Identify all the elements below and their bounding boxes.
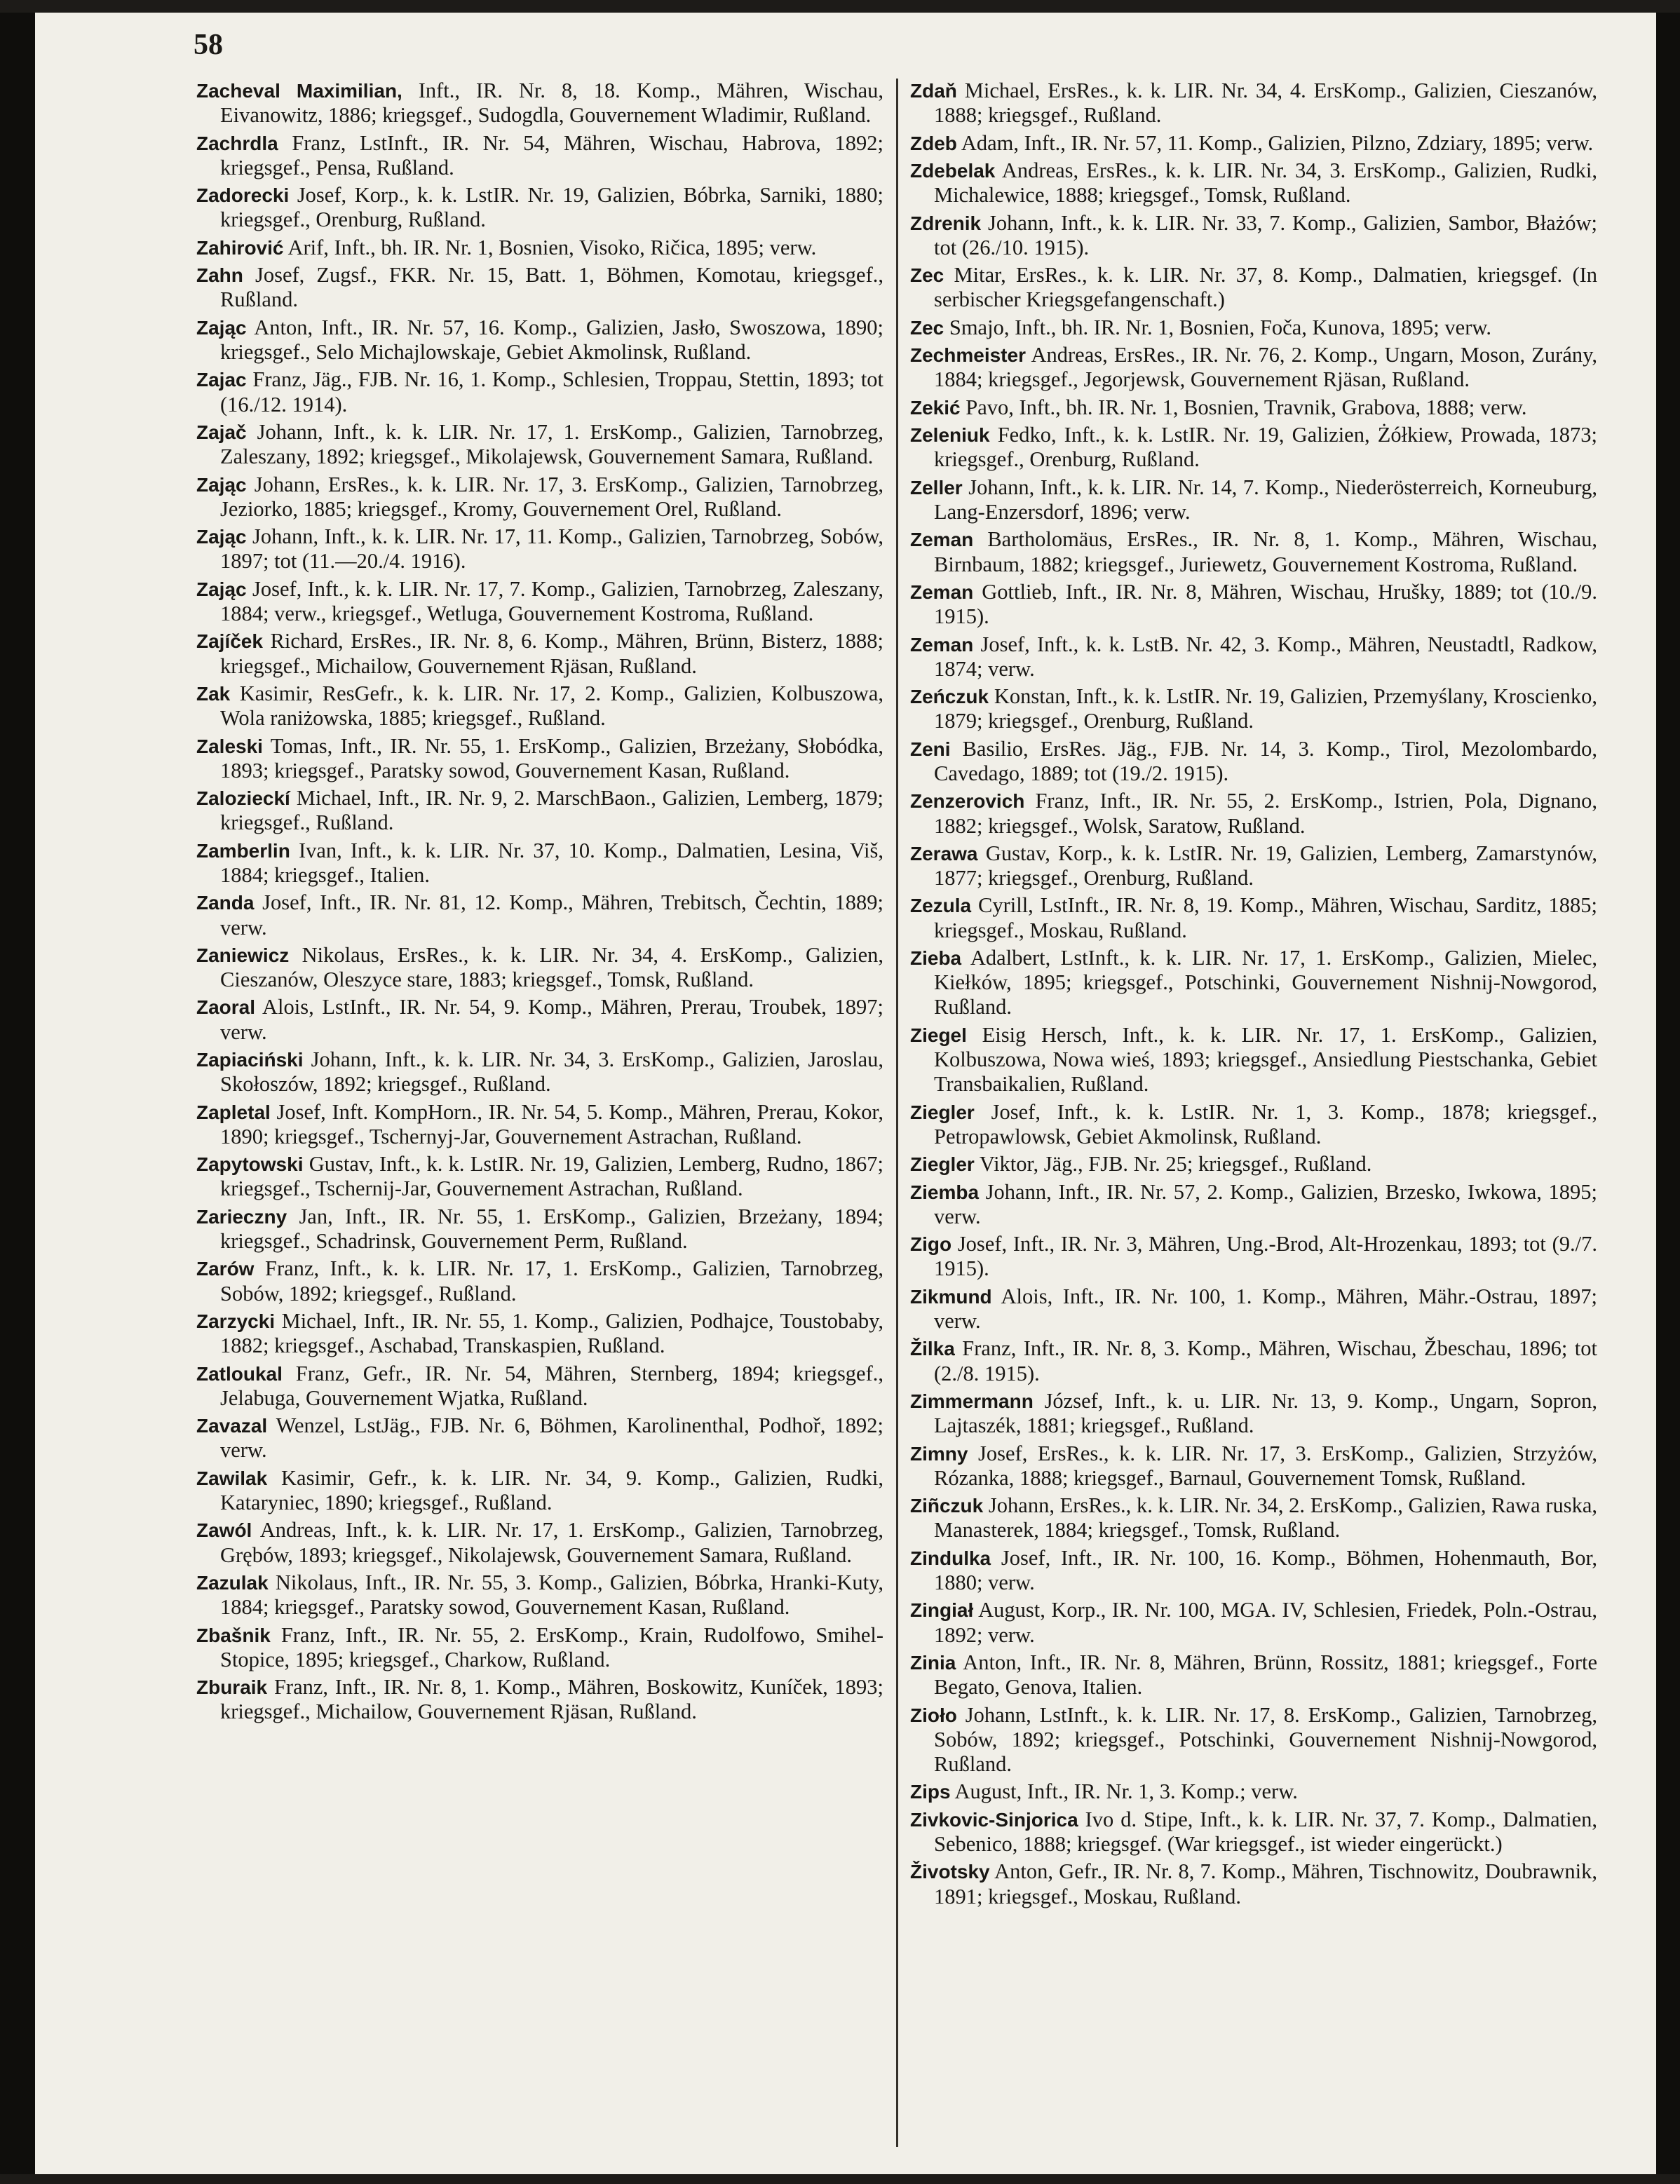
entry-surname: Zapletal — [196, 1101, 271, 1123]
entry-details: Adalbert, LstInft., k. k. LIR. Nr. 17, 1. ErsKomp., Galizien, Mielec, Kiełków, 1895; kriegsgef., Potschinki, Gouvernement Nishnij-Nowgorod, Rußland. — [934, 946, 1597, 1019]
list-entry — [910, 1232, 1597, 1281]
entry-details: Richard, ErsRes., IR. Nr. 8, 6. Komp., Mähren, Brünn, Bisterz, 1888; kriegsgef., Michailow, Gouvernement Rjäsan, Rußland. — [220, 629, 884, 678]
entry-surname: Zburaik — [196, 1676, 268, 1699]
entry-surname: Zahn — [196, 264, 243, 287]
entry-surname: Zaoral — [196, 996, 256, 1019]
list-entry — [910, 1180, 1597, 1229]
entry-surname: Zeman — [910, 633, 974, 656]
entry-surname: Zamberlin — [196, 839, 290, 862]
entry-surname: Zajíček — [196, 630, 263, 653]
list-entry — [196, 263, 883, 312]
entry-details: Anton, Inft., IR. Nr. 57, 16. Komp., Galizien, Jasło, Swoszowa, 1890; kriegsgef., Selo Michajlowskaje, Gebiet Akmolinsk, Rußland. — [220, 315, 883, 364]
list-entry — [910, 395, 1597, 420]
entry-surname: Zigo — [910, 1233, 952, 1256]
list-entry — [196, 367, 883, 416]
entry-details: József, Inft., k. u. LIR. Nr. 13, 9. Komp., Ungarn, Sopron, Lajtaszék, 1881; kriegsgef., Rußland. — [934, 1389, 1597, 1438]
list-entry — [196, 1362, 883, 1411]
entry-details: Johann, Inft., IR. Nr. 57, 2. Komp., Galizien, Brzesko, Iwkowa, 1895; verw. — [934, 1179, 1597, 1228]
list-entry — [910, 158, 1597, 208]
entry-details: Johann, Inft., k. k. LIR. Nr. 17, 11. Komp., Galizien, Tarnobrzeg, Sobów, 1897; tot (11.—20./4. 1916). — [220, 524, 884, 574]
list-entry — [196, 734, 883, 783]
entry-surname: Zieba — [910, 947, 962, 970]
entry-details: Andreas, Inft., k. k. LIR. Nr. 17, 1. ErsKomp., Galizien, Tarnobrzeg, Grębów, 1893; kriegsgef., Nikolajewsk, Gouvernement Samara, Rußland. — [220, 1518, 883, 1567]
entry-surname: Zawilak — [196, 1467, 268, 1489]
list-entry — [196, 681, 883, 731]
list-entry — [910, 1779, 1597, 1804]
list-entry — [196, 183, 883, 232]
entry-details: Johann, ErsRes., k. k. LIR. Nr. 34, 2. ErsKomp., Galizien, Rawa ruska, Manasterek, 1884; kriegsgef., Tomsk, Rußland. — [934, 1493, 1597, 1542]
entry-surname: Zioło — [910, 1704, 957, 1726]
entry-details: Nikolaus, ErsRes., k. k. LIR. Nr. 34, 4. ErsKomp., Galizien, Cieszanów, Oleszyce stare, 1883; kriegsgef., Tomsk, Rußland. — [220, 942, 883, 992]
entry-surname: Zinia — [910, 1652, 956, 1674]
entry-surname: Zalozieckí — [196, 787, 290, 810]
list-entry — [196, 1675, 883, 1724]
list-entry — [196, 1205, 883, 1254]
entry-details: Adam, Inft., IR. Nr. 57, 11. Komp., Galizien, Pilzno, Zdziary, 1895; verw. — [961, 130, 1594, 155]
entry-surname: Zeńczuk — [910, 686, 989, 708]
entry-surname: Ziemba — [910, 1181, 980, 1203]
list-entry — [196, 786, 883, 835]
entry-details: Josef, Inft., k. k. LstB. Nr. 42, 3. Komp., Mähren, Neustadtl, Radkow, 1874; verw. — [934, 632, 1597, 681]
entry-details: Smajo, Inft., bh. IR. Nr. 1, Bosnien, Foča, Kunova, 1895; verw. — [949, 315, 1492, 339]
list-entry — [910, 1493, 1597, 1542]
column-divider — [896, 79, 898, 2147]
entry-surname: Zavazal — [196, 1415, 268, 1437]
list-entry — [196, 236, 883, 260]
entry-details: Franz, Jäg., FJB. Nr. 16, 1. Komp., Schlesien, Troppau, Stettin, 1893; tot (16./12. 1914). — [220, 367, 884, 416]
entry-details: August, Inft., IR. Nr. 1, 3. Komp.; verw. — [954, 1779, 1298, 1804]
entry-surname: Zeman — [910, 581, 974, 603]
entry-details: Anton, Inft., IR. Nr. 8, Mähren, Brünn, Rossitz, 1881; kriegsgef., Forte Begato, Genova, Italien. — [934, 1650, 1597, 1700]
list-entry — [910, 263, 1597, 312]
entry-surname: Zdebelak — [910, 159, 996, 182]
list-entry — [910, 131, 1597, 156]
entry-surname: Zapiaciński — [196, 1049, 304, 1071]
entry-surname: Zikmund — [910, 1285, 992, 1308]
entry-details: Josef, Inft. KompHorn., IR. Nr. 54, 5. Komp., Mähren, Prerau, Kokor, 1890; kriegsgef., Tschernyj-Jar, Gouvernement Astrachan, Rußland. — [220, 1099, 884, 1148]
list-entry — [910, 684, 1597, 733]
entry-details: Johann, ErsRes., k. k. LIR. Nr. 17, 3. ErsKomp., Galizien, Tarnobrzeg, Jeziorko, 1885; kriegsgef., Kromy, Gouvernement Orel, Rußland. — [220, 472, 883, 521]
entry-details: Alois, Inft., IR. Nr. 100, 1. Komp., Mähren, Mähr.-Ostrau, 1897; verw. — [934, 1284, 1597, 1334]
entry-surname: Zeman — [910, 529, 974, 551]
list-entry — [910, 789, 1597, 838]
list-entry — [196, 839, 883, 888]
entry-details: Andreas, ErsRes., IR. Nr. 76, 2. Komp., Ungarn, Moson, Zurány, 1884; kriegsgef., Jegorjewsk, Gouvernement Rjäsan, Rußland. — [934, 343, 1597, 392]
entry-surname: Zips — [910, 1781, 951, 1803]
list-entry — [910, 1336, 1597, 1385]
entry-surname: Zec — [910, 316, 944, 339]
list-entry — [910, 1389, 1597, 1438]
entry-details: Franz, Inft., IR. Nr. 8, 3. Komp., Mähren, Wischau, Žbeschau, 1896; tot (2./8. 1915). — [934, 1336, 1597, 1385]
list-entry — [910, 737, 1597, 786]
entry-surname: Zindulka — [910, 1547, 991, 1569]
scan-border-left — [0, 0, 35, 2184]
list-entry — [196, 1518, 883, 1567]
entry-details: Michael, Inft., IR. Nr. 9, 2. MarschBaon., Galizien, Lemberg, 1879; kriegsgef., Rußland. — [220, 786, 884, 835]
page-number: 58 — [194, 29, 223, 61]
entry-details: Konstan, Inft., k. k. LstIR. Nr. 19, Galizien, Przemyślany, Kroscienko, 1879; kriegsgef., Orenburg, Rußland. — [934, 684, 1597, 733]
list-entry — [196, 1256, 883, 1305]
entry-surname: Zadorecki — [196, 184, 290, 207]
entry-surname: Zimmermann — [910, 1390, 1034, 1413]
list-entry — [910, 1284, 1597, 1334]
entry-surname: Ziegler — [910, 1101, 975, 1123]
list-entry — [910, 893, 1597, 942]
entry-details: Mitar, ErsRes., k. k. LIR. Nr. 37, 8. Komp., Dalmatien, kriegsgef. (In serbischer Kriegsgefangenschaft.) — [934, 263, 1598, 312]
list-entry — [196, 1466, 883, 1515]
entry-surname: Zachrdla — [196, 132, 278, 154]
entry-details: Fedko, Inft., k. k. LstIR. Nr. 19, Galizien, Żółkiew, Prowada, 1873; kriegsgef., Orenburg, Rußland. — [934, 423, 1597, 472]
list-entry — [910, 1152, 1597, 1176]
entry-details: Basilio, ErsRes. Jäg., FJB. Nr. 14, 3. Komp., Tirol, Mezolombardo, Cavedago, 1889; tot (19./2. 1915). — [934, 736, 1598, 785]
list-entry — [196, 420, 883, 469]
entry-surname: Zenzerovich — [910, 790, 1025, 813]
entry-details: Josef, Zugsf., FKR. Nr. 15, Batt. 1, Böhmen, Komotau, kriegsgef., Rußland. — [220, 263, 883, 312]
entry-surname: Životsky — [910, 1861, 990, 1883]
list-entry — [910, 1650, 1597, 1700]
entry-surname: Zapytowski — [196, 1153, 304, 1176]
entry-details: Josef, Inft., IR. Nr. 3, Mähren, Ung.-Brod, Alt-Hrozenkau, 1893; tot (9./7. 1915). — [934, 1232, 1597, 1281]
entry-details: Gustav, Korp., k. k. LstIR. Nr. 19, Galizien, Lemberg, Zamarstynów, 1877; kriegsgef., Orenburg, Rußland. — [934, 841, 1597, 890]
entry-surname: Zezula — [910, 895, 972, 917]
entry-details: Josef, Inft., IR. Nr. 81, 12. Komp., Mähren, Trebitsch, Čechtin, 1889; verw. — [220, 890, 884, 940]
entry-details: Arif, Inft., bh. IR. Nr. 1, Bosnien, Visoko, Ričica, 1895; verw. — [287, 235, 817, 259]
entry-details: Gottlieb, Inft., IR. Nr. 8, Mähren, Wischau, Hrušky, 1889; tot (10./9. 1915). — [934, 579, 1598, 629]
list-entry — [196, 1309, 883, 1358]
list-entry — [910, 79, 1597, 128]
list-entry — [910, 1442, 1597, 1491]
entry-details: Kasimir, Gefr., k. k. LIR. Nr. 34, 9. Komp., Galizien, Rudki, Kataryniec, 1890; kriegsgef., Rußland. — [220, 1465, 883, 1515]
entry-surname: Zajač — [196, 421, 247, 443]
list-entry — [196, 316, 883, 365]
entry-details: Josef, Inft., k. k. LIR. Nr. 17, 7. Komp., Galizien, Tarnobrzeg, Zaleszany, 1884; verw., kriegsgef., Wetluga, Gouvernement Kostroma, Rußland. — [220, 576, 884, 625]
entry-details: August, Korp., IR. Nr. 100, MGA. IV, Schlesien, Friedek, Poln.-Ostrau, 1892; verw. — [934, 1598, 1597, 1647]
list-entry — [910, 527, 1597, 576]
entry-surname: Zarów — [196, 1258, 255, 1280]
entry-surname: Zatloukal — [196, 1362, 283, 1385]
entry-details: Gustav, Inft., k. k. LstIR. Nr. 19, Galizien, Lemberg, Rudno, 1867; kriegsgef., Tschernij-Jar, Gouvernement Astrachan, Rußland. — [220, 1152, 883, 1201]
scan-border-top — [0, 0, 1680, 13]
entry-details: Jan, Inft., IR. Nr. 55, 1. ErsKomp., Galizien, Brzeżany, 1894; kriegsgef., Schadrinsk, Gouvernement Perm, Rußland. — [220, 1204, 883, 1254]
entry-details: Johann, LstInft., k. k. LIR. Nr. 17, 8. ErsKomp., Galizien, Tarnobrzeg, Sobów, 1892; kriegsgef., Potschinki, Gouvernement Nishnij-Nowgorod, Rußland. — [934, 1702, 1598, 1776]
entry-details: Michael, ErsRes., k. k. LIR. Nr. 34, 4. ErsKomp., Galizien, Cieszanów, 1888; kriegsgef., Rußland. — [934, 79, 1598, 128]
entry-details: Josef, Korp., k. k. LstIR. Nr. 19, Galizien, Bóbrka, Sarniki, 1880; kriegsgef., Orenburg, Rußland. — [220, 183, 884, 232]
list-entry — [196, 1623, 883, 1672]
entry-surname: Zeni — [910, 738, 951, 760]
list-entry — [910, 1598, 1597, 1647]
entry-surname: Zivkovic-Sinjorica — [910, 1808, 1078, 1831]
entry-surname: Zbašnik — [196, 1624, 271, 1646]
entry-details: Franz, LstInft., IR. Nr. 54, Mähren, Wischau, Habrova, 1892; kriegsgef., Pensa, Rußland. — [220, 130, 883, 179]
entry-surname: Zdrenik — [910, 212, 982, 234]
list-entry — [196, 524, 883, 574]
entry-details: Franz, Gefr., IR. Nr. 54, Mähren, Sternberg, 1894; kriegsgef., Jelabuga, Gouvernement Wjatka, Rußland. — [220, 1361, 884, 1410]
list-entry — [196, 995, 883, 1044]
entry-surname: Zając — [196, 316, 247, 339]
list-entry — [910, 423, 1597, 472]
list-entry — [910, 1807, 1597, 1857]
list-entry — [910, 1859, 1597, 1908]
entry-surname: Ziegel — [910, 1024, 967, 1046]
entry-details: Josef, ErsRes., k. k. LIR. Nr. 17, 3. ErsKomp., Galizien, Strzyżów, Rózanka, 1888; kriegsgef., Barnaul, Gouvernement Tomsk, Rußland. — [934, 1441, 1597, 1490]
entry-surname: Zak — [196, 682, 231, 705]
list-entry — [196, 943, 883, 992]
list-entry — [910, 946, 1597, 1020]
entry-details: Bartholomäus, ErsRes., IR. Nr. 8, 1. Komp., Mähren, Wischau, Birnbaum, 1882; kriegsgef., Juriewetz, Gouvernement Kostroma, Rußland. — [934, 527, 1597, 576]
entry-details: Ivo d. Stipe, Inft., k. k. LIR. Nr. 37, 7. Komp., Dalmatien, Sebenico, 1888; kriegsgef. (War kriegsgef., ist wieder eingerückt.) — [934, 1807, 1597, 1856]
list-entry — [196, 1152, 883, 1201]
entry-surname: Ziegler — [910, 1153, 975, 1176]
list-entry — [196, 577, 883, 626]
list-entry — [196, 890, 883, 940]
entry-details: Andreas, ErsRes., k. k. LIR. Nr. 34, 3. ErsKomp., Galizien, Rudki, Michalewice, 1888; kriegsgef., Tomsk, Rußland. — [934, 158, 1597, 208]
list-entry — [910, 1023, 1597, 1097]
list-entry — [910, 632, 1597, 681]
list-entry — [910, 343, 1597, 392]
list-entry — [196, 1100, 883, 1149]
entry-surname: Zdeb — [910, 132, 957, 154]
entry-details: Viktor, Jäg., FJB. Nr. 25; kriegsgef., Rußland. — [979, 1152, 1372, 1176]
entry-details: Franz, Inft., IR. Nr. 55, 2. ErsKomp., Krain, Rudolfowo, Smihel-Stopice, 1895; kriegsgef., Charkow, Rußland. — [220, 1622, 883, 1671]
entry-details: Franz, Inft., k. k. LIR. Nr. 17, 1. ErsKomp., Galizien, Tarnobrzeg, Sobów, 1892; kriegsgef., Rußland. — [220, 1256, 883, 1305]
entry-details: Franz, Inft., IR. Nr. 8, 1. Komp., Mähren, Boskowitz, Kuníček, 1893; kriegsgef., Michailow, Gouvernement Rjäsan, Rußland. — [220, 1675, 884, 1724]
entry-details: Johann, Inft., k. k. LIR. Nr. 34, 3. ErsKomp., Galizien, Jaroslau, Skołoszów, 1892; kriegsgef., Rußland. — [220, 1047, 883, 1097]
scan-border-right — [1656, 0, 1680, 2184]
entry-details: Johann, Inft., k. k. LIR. Nr. 17, 1. ErsKomp., Galizien, Tarnobrzeg, Zaleszany, 1892; kriegsgef., Mikolajewsk, Gouvernement Samara, Rußland. — [220, 419, 884, 469]
entry-surname: Zingiał — [910, 1599, 974, 1622]
entry-surname: Ziñczuk — [910, 1495, 984, 1517]
list-entry — [910, 316, 1597, 340]
entry-surname: Zarieczny — [196, 1205, 287, 1228]
entry-details: Nikolaus, Inft., IR. Nr. 55, 3. Komp., Galizien, Bóbrka, Hranki-Kuty, 1884; kriegsgef., Paratsky sowod, Gouvernement Kasan, Rußland. — [220, 1571, 884, 1620]
list-entry — [910, 1546, 1597, 1595]
entry-details: Kasimir, ResGefr., k. k. LIR. Nr. 17, 2. Komp., Galizien, Kolbuszowa, Wola raniżowska, 1885; kriegsgef., Rußland. — [220, 681, 883, 731]
list-entry — [196, 79, 883, 128]
entry-details: Franz, Inft., IR. Nr. 55, 2. ErsKomp., Istrien, Pola, Dignano, 1882; kriegsgef., Wolsk, Saratow, Rußland. — [934, 789, 1597, 838]
entry-surname: Zechmeister — [910, 344, 1026, 367]
list-entry — [910, 580, 1597, 629]
entry-surname: Zekić — [910, 396, 961, 419]
entry-surname: Zazulak — [196, 1572, 269, 1594]
entry-surname: Zaleski — [196, 735, 263, 757]
entry-details: Michael, Inft., IR. Nr. 55, 1. Komp., Galizien, Podhajce, Toustobaby, 1882; kriegsgef., Aschabad, Transkaspien, Rußland. — [220, 1309, 883, 1358]
entry-details: Cyrill, LstInft., IR. Nr. 8, 19. Komp., Mähren, Wischau, Sarditz, 1885; kriegsgef., Moskau, Rußland. — [934, 893, 1597, 942]
list-entry — [910, 841, 1597, 890]
entry-details: Wenzel, LstJäg., FJB. Nr. 6, Böhmen, Karolinenthal, Podhoř, 1892; verw. — [220, 1413, 883, 1463]
entry-details: Anton, Gefr., IR. Nr. 8, 7. Komp., Mähren, Tischnowitz, Doubrawnik, 1891; kriegsgef., Moskau, Rußland. — [934, 1859, 1597, 1908]
list-entry — [910, 1100, 1597, 1149]
entry-surname: Zając — [196, 578, 247, 600]
entry-details: Ivan, Inft., k. k. LIR. Nr. 37, 10. Komp., Dalmatien, Lesina, Viš, 1884; kriegsgef., Italien. — [220, 838, 883, 887]
right-column — [910, 79, 1597, 1912]
entry-details: Tomas, Inft., IR. Nr. 55, 1. ErsKomp., Galizien, Brzeżany, Słobódka, 1893; kriegsgef., Paratsky sowod, Gouvernement Kasan, Rußland. — [220, 733, 884, 782]
entry-details: Josef, Inft., k. k. LstIR. Nr. 1, 3. Komp., 1878; kriegsgef., Petropawlowsk, Gebiet Akmolinsk, Rußland. — [934, 1099, 1598, 1148]
entry-surname: Zając — [196, 473, 247, 496]
entry-surname: Zanda — [196, 892, 255, 914]
entry-details: Eisig Hersch, Inft., k. k. LIR. Nr. 17, 1. ErsKomp., Galizien, Kolbuszowa, Nowa wieś, 1893; kriegsgef., Ansiedlung Piestschanka, Gebiet Transbaikalien, Rußland. — [934, 1022, 1597, 1097]
entry-surname: Zając — [196, 526, 247, 548]
entry-surname: Zeleniuk — [910, 424, 990, 447]
entry-surname: Zahirović — [196, 236, 284, 259]
list-entry — [196, 629, 883, 678]
list-entry — [910, 211, 1597, 260]
entry-surname: Zacheval Maximilian, — [196, 80, 402, 102]
list-entry — [196, 473, 883, 522]
entry-details: Josef, Inft., IR. Nr. 100, 16. Komp., Böhmen, Hohenmauth, Bor, 1880; verw. — [934, 1545, 1598, 1595]
entry-surname: Zerawa — [910, 842, 978, 864]
entry-details: Alois, LstInft., IR. Nr. 54, 9. Komp., Mähren, Prerau, Troubek, 1897; verw. — [220, 995, 883, 1044]
entry-surname: Zeller — [910, 476, 963, 498]
list-entry — [196, 1413, 883, 1463]
entry-surname: Žilka — [910, 1338, 955, 1360]
entry-surname: Zec — [910, 264, 944, 287]
entry-surname: Zdaň — [910, 80, 957, 102]
entry-surname: Zawól — [196, 1519, 252, 1542]
entry-details: Johann, Inft., k. k. LIR. Nr. 14, 7. Komp., Niederösterreich, Korneuburg, Lang-Enzersdorf, 1896; verw. — [934, 475, 1598, 524]
list-entry — [196, 1047, 883, 1097]
entry-surname: Zimny — [910, 1442, 968, 1465]
list-entry — [910, 1703, 1597, 1777]
list-entry — [910, 475, 1597, 524]
entry-details: Inft., IR. Nr. 8, 18. Komp., Mähren, Wischau, Eivanowitz, 1886; kriegsgef., Sudogdla, Gouvernement Wladimir, Rußland. — [220, 79, 883, 128]
left-column — [196, 79, 883, 1728]
entry-surname: Zarzycki — [196, 1310, 276, 1333]
entry-details: Johann, Inft., k. k. LIR. Nr. 33, 7. Komp., Galizien, Sambor, Błażów; tot (26./10. 1915). — [934, 210, 1598, 259]
entry-surname: Zaniewicz — [196, 944, 290, 966]
entry-surname: Zajac — [196, 369, 247, 391]
scan-border-bottom — [0, 2174, 1680, 2184]
list-entry — [196, 131, 883, 180]
list-entry — [196, 1571, 883, 1620]
entry-details: Pavo, Inft., bh. IR. Nr. 1, Bosnien, Travnik, Grabova, 1888; verw. — [966, 395, 1527, 419]
